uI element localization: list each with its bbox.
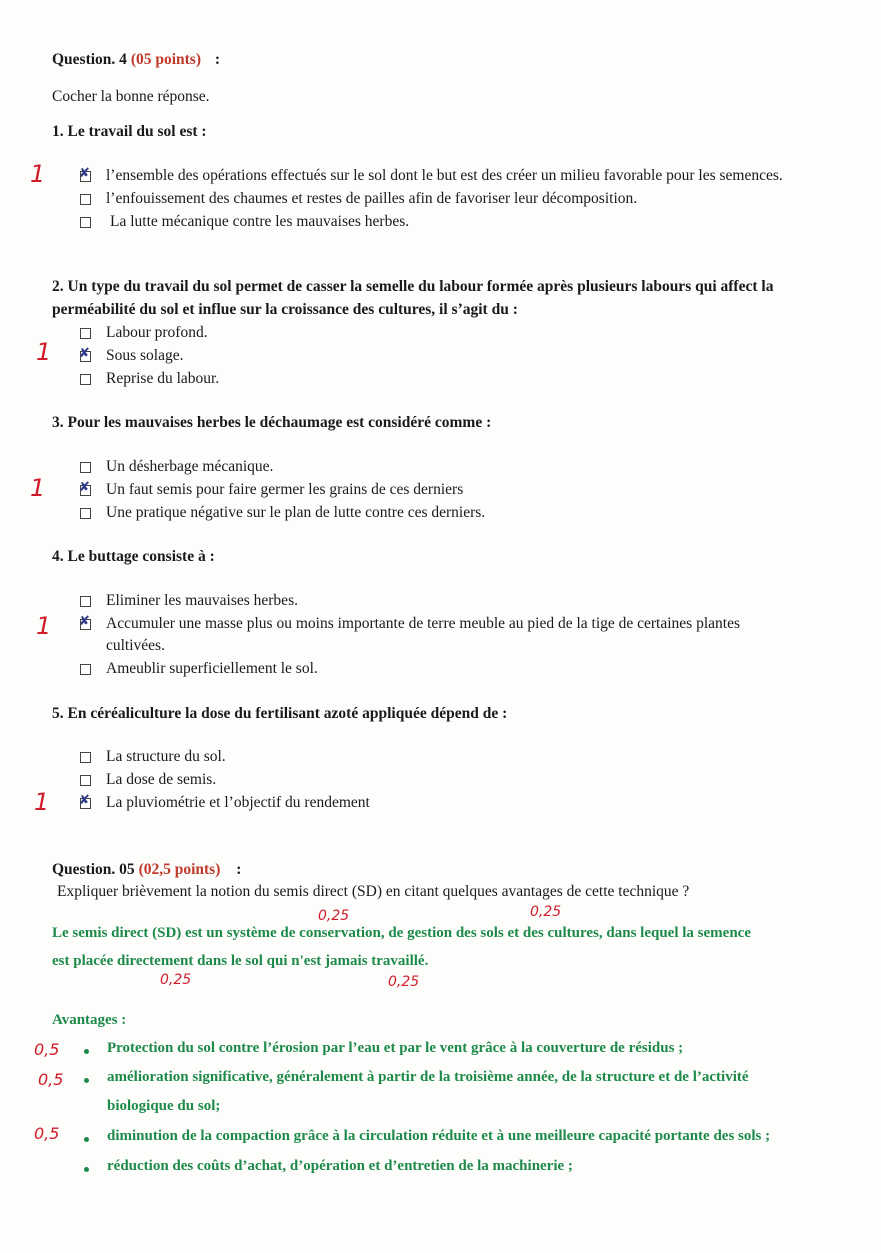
grade-mark: 0,5 (34, 1124, 60, 1143)
q5-points: (02,5 points) (138, 861, 221, 878)
checkbox-q5-b[interactable] (80, 775, 91, 786)
checkbox-q1-b[interactable] (80, 194, 91, 205)
option-q4-a: Eliminer les mauvaises herbes. (106, 592, 298, 609)
option-q2-c: Reprise du labour. (106, 370, 220, 387)
advantage-4: réduction des coûts d’achat, d’opération et d’entretien de la machinerie ; (107, 1158, 573, 1174)
option-q4-c: Ameublir superficiellement le sol. (106, 660, 318, 677)
q4-instruction: Cocher la bonne réponse. (52, 88, 210, 105)
option-q4-b-cont: cultivées. (106, 637, 165, 654)
grade-mark: 0,5 (34, 1040, 60, 1059)
option-q1-a: l’ensemble des opérations effectués sur le sol dont le but est des créer un milieu favorable pour les semences. (106, 167, 783, 184)
q5-colon: : (236, 861, 242, 878)
checkbox-q2-a[interactable] (80, 328, 91, 339)
grade-mark-q5: 1 (34, 788, 50, 816)
q1-label: 1. Le travail du sol est : (52, 123, 207, 140)
checkbox-q4-c[interactable] (80, 664, 91, 675)
checkbox-q4-a[interactable] (80, 596, 91, 607)
option-q3-b: Un faut semis pour faire germer les grains de ces derniers (106, 481, 464, 498)
option-q3-c: Une pratique négative sur le plan de lutte contre ces derniers. (106, 504, 486, 521)
advantage-3: diminution de la compaction grâce à la circulation réduite et à une meilleure capacité portante des sols ; (107, 1128, 771, 1144)
grade-mark: 0,5 (38, 1070, 64, 1089)
advantage-1: Protection du sol contre l’érosion par l’eau et par le vent grâce à la couverture de résidus ; (107, 1040, 684, 1056)
check-icon: ✘ (79, 614, 90, 629)
q5-answer-line2: est placée directement dans le sol qui n'est jamais travaillé. (52, 953, 429, 969)
q5-header (52, 860, 241, 880)
q5-label: 5. En céréaliculture la dose du fertilisant azoté appliquée dépend de : (52, 705, 508, 722)
option-q1-b: l’enfouissement des chaumes et restes de pailles afin de favoriser leur décomposition. (106, 190, 638, 207)
q5-answer-line1: Le semis direct (SD) est un système de conservation, de gestion des sols et des cultures, dans lequel la semence (52, 925, 751, 941)
checkbox-q5-a[interactable] (80, 752, 91, 763)
option-q5-b: La dose de semis. (106, 771, 217, 788)
q4-points: (05 points) (130, 51, 202, 68)
grade-mark-q3: 1 (30, 474, 46, 502)
bullet-icon (84, 1078, 89, 1083)
q4-label: 4. Le buttage consiste à : (52, 548, 215, 565)
q5-prompt: Expliquer brièvement la notion du semis direct (SD) en citant quelques avantages de cette technique ? (57, 883, 690, 900)
q4-title: Question. 4 (52, 51, 127, 68)
option-q4-b: Accumuler une masse plus ou moins importante de terre meuble au pied de la tige de certaines plantes (106, 615, 740, 632)
grade-mark: 0,25 (318, 908, 350, 924)
q3-label: 3. Pour les mauvaises herbes le déchaumage est considéré comme : (52, 414, 492, 431)
q2-label-line1: 2. Un type du travail du sol permet de casser la semelle du labour formée après plusieurs labours qui affect la (52, 278, 774, 295)
checkbox-q2-c[interactable] (80, 374, 91, 385)
option-q2-b: Sous solage. (106, 347, 184, 364)
check-icon: ✘ (79, 480, 90, 495)
check-icon: ✘ (79, 166, 90, 181)
option-q5-a: La structure du sol. (106, 748, 226, 765)
option-q5-c: La pluviométrie et l’objectif du rendement (106, 794, 370, 811)
checkbox-q1-c[interactable] (80, 217, 91, 228)
check-icon: ✘ (79, 346, 90, 361)
checkbox-q3-a[interactable] (80, 462, 91, 473)
q4-colon: : (214, 51, 221, 68)
grade-mark: 0,25 (160, 972, 192, 988)
advantage-2: amélioration significative, généralement à partir de la troisième année, de la structure et de l’activité (107, 1069, 749, 1085)
option-q1-c: La lutte mécanique contre les mauvaises herbes. (110, 213, 410, 230)
bullet-icon (84, 1167, 89, 1172)
check-icon: ✘ (79, 793, 90, 808)
grade-mark-q2: 1 (36, 338, 52, 366)
option-q3-a: Un désherbage mécanique. (106, 458, 274, 475)
grade-mark: 0,25 (530, 904, 562, 920)
q2-label-line2: perméabilité du sol et influe sur la croissance des cultures, il s’agit du : (52, 301, 518, 318)
advantages-title: Avantages : (52, 1012, 127, 1028)
advantage-2-cont: biologique du sol; (107, 1098, 221, 1114)
grade-mark-q4: 1 (36, 612, 52, 640)
bullet-icon (84, 1137, 89, 1142)
q5-title: Question. 05 (52, 861, 135, 878)
option-q2-a: Labour profond. (106, 324, 208, 341)
q4-header (52, 50, 220, 70)
grade-mark-q1: 1 (30, 160, 46, 188)
checkbox-q3-c[interactable] (80, 508, 91, 519)
grade-mark: 0,25 (388, 974, 420, 990)
bullet-icon (84, 1049, 89, 1054)
